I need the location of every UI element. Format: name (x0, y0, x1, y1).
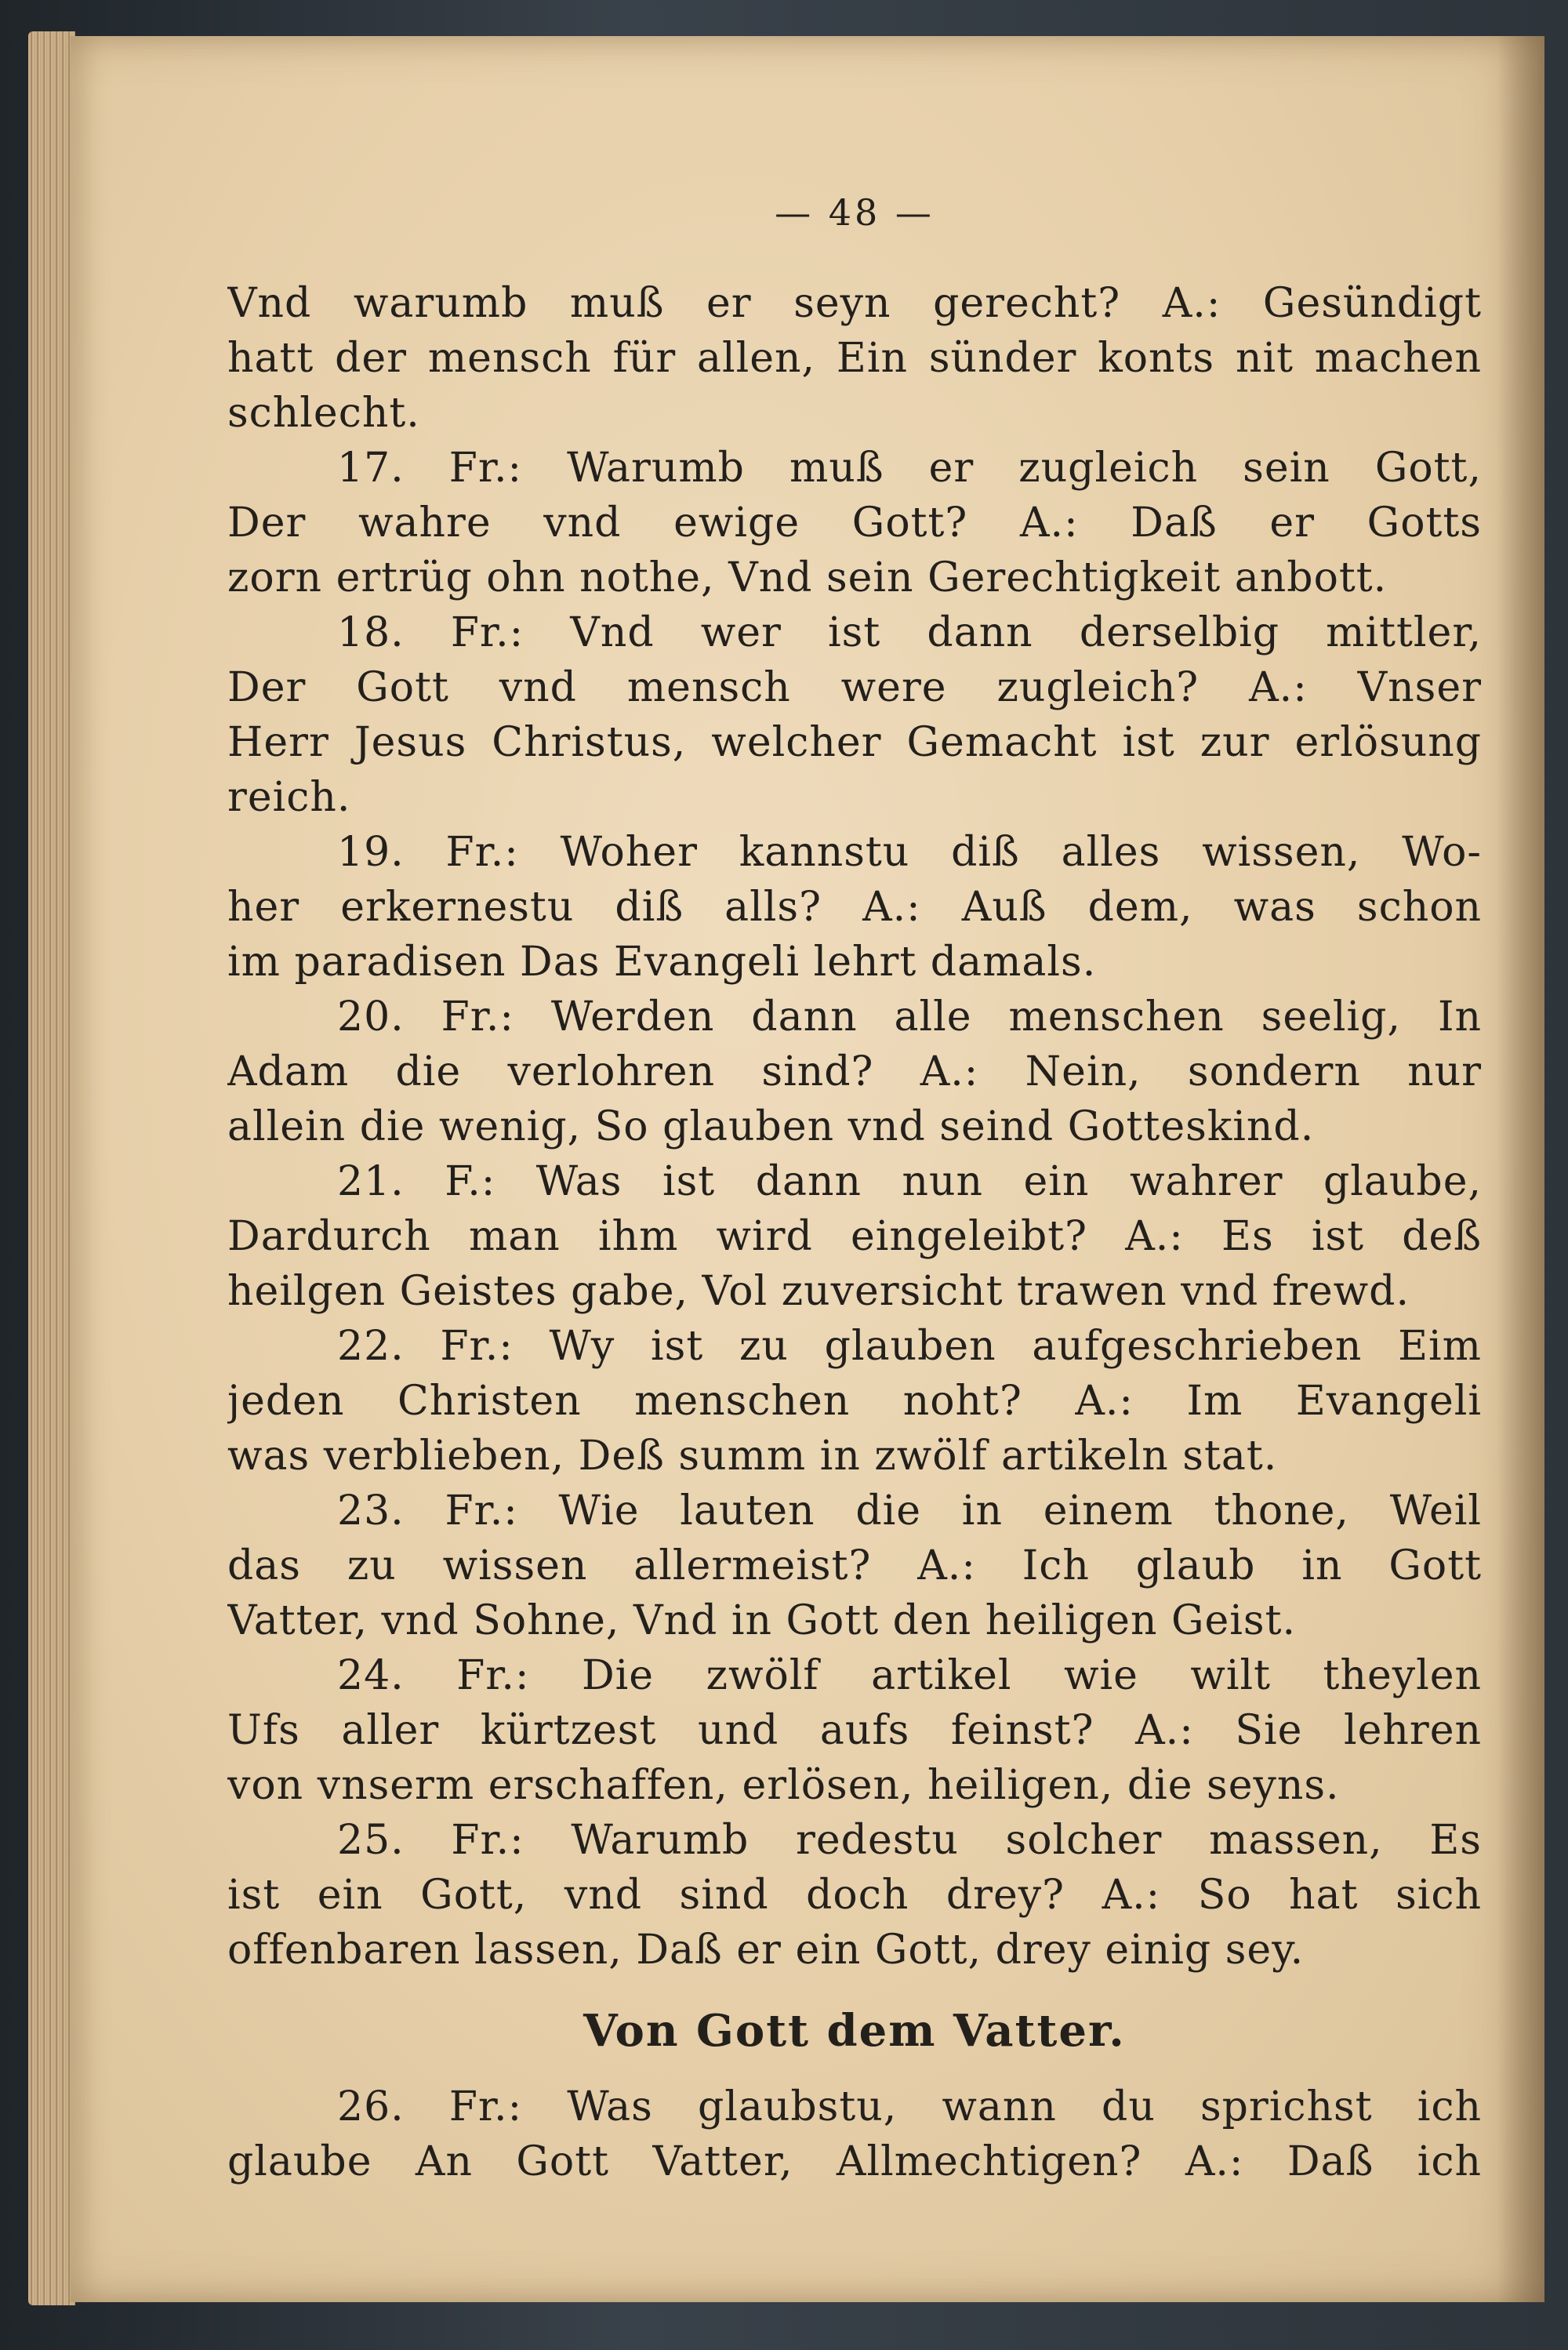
text-line: 19. Fr.: Woher kannstu diß alles wissen, Wo- (337, 829, 1482, 876)
page-edges (28, 31, 75, 2305)
text-line: 22. Fr.: Wy ist zu glauben aufgeschrieben Eim (337, 1323, 1482, 1370)
text-line: heilgen Geistes gabe, Vol zuversicht trawen vnd frewd. (227, 1268, 1410, 1315)
text-line: Herr Jesus Christus, welcher Gemacht ist zur erlösung (227, 719, 1482, 766)
text-line: allein die wenig, So glauben vnd seind Gotteskind. (227, 1103, 1315, 1150)
text-line: 18. Fr.: Vnd wer ist dann derselbig mittler, (337, 609, 1482, 656)
text-line: 24. Fr.: Die zwölf artikel wie wilt theylen (337, 1652, 1482, 1699)
text-line: hatt der mensch für allen, Ein sünder konts nit machen (227, 335, 1482, 382)
text-block (227, 185, 1482, 2189)
text-line: Vatter, vnd Sohne, Vnd in Gott den heiligen Geist. (227, 1597, 1297, 1644)
page-number: — 48 — (775, 191, 935, 234)
text-line: was verblieben, Deß summ in zwölf artikeln stat. (227, 1433, 1278, 1480)
gutter-shadow (1497, 36, 1544, 2302)
text-line: 23. Fr.: Wie lauten die in einem thone, Weil (337, 1487, 1482, 1535)
text-line: zorn ertrüg ohn nothe, Vnd sein Gerechtigkeit anbott. (227, 554, 1388, 601)
text-line: Ufs aller kürtzest und aufs feinst? A.: Sie lehren (227, 1707, 1482, 1754)
text-line: 17. Fr.: Warumb muß er zugleich sein Gott, (337, 445, 1482, 492)
paragraph-block-after (227, 2079, 1482, 2189)
text-line: im paradisen Das Evangeli lehrt damals. (227, 939, 1097, 986)
text-line: reich. (227, 774, 351, 821)
text-line: von vnserm erschaffen, erlösen, heiligen, die seyns. (227, 1762, 1340, 1809)
text-line: jeden Christen menschen noht? A.: Im Evangeli (227, 1378, 1482, 1425)
section-heading: Von Gott dem Vatter. (583, 2005, 1126, 2057)
text-line: Vnd warumb muß er seyn gerecht? A.: Gesündigt (227, 280, 1482, 327)
text-line: ist ein Gott, vnd sind doch drey? A.: So hat sich (227, 1872, 1482, 1919)
text-line: Dardurch man ihm wird eingeleibt? A.: Es ist deß (227, 1213, 1482, 1260)
text-line: Der Gott vnd mensch were zugleich? A.: Vnser (227, 664, 1482, 711)
text-line: 25. Fr.: Warumb redestu solcher massen, Es (337, 1817, 1482, 1864)
paragraph-block-before (227, 276, 1482, 1978)
text-line: her erkernestu diß alls? A.: Auß dem, was schon (227, 884, 1482, 931)
text-line: 20. Fr.: Werden dann alle menschen seelig, In (337, 993, 1482, 1041)
text-line: Adam die verlohren sind? A.: Nein, sondern nur (227, 1048, 1482, 1095)
text-line: Der wahre vnd ewige Gott? A.: Daß er Gotts (227, 499, 1482, 547)
text-line: glaube An Gott Vatter, Allmechtigen? A.: Daß ich (227, 2138, 1482, 2185)
book-page (71, 36, 1544, 2302)
text-line: offenbaren lassen, Daß er ein Gott, drey einig sey. (227, 1927, 1305, 1974)
text-line: schlecht. (227, 390, 420, 437)
text-line: 21. F.: Was ist dann nun ein wahrer glaube, (337, 1158, 1482, 1205)
text-line: 26. Fr.: Was glaubstu, wann du sprichst ich (337, 2083, 1482, 2130)
text-line: das zu wissen allermeist? A.: Ich glaub in Gott (227, 1542, 1482, 1589)
